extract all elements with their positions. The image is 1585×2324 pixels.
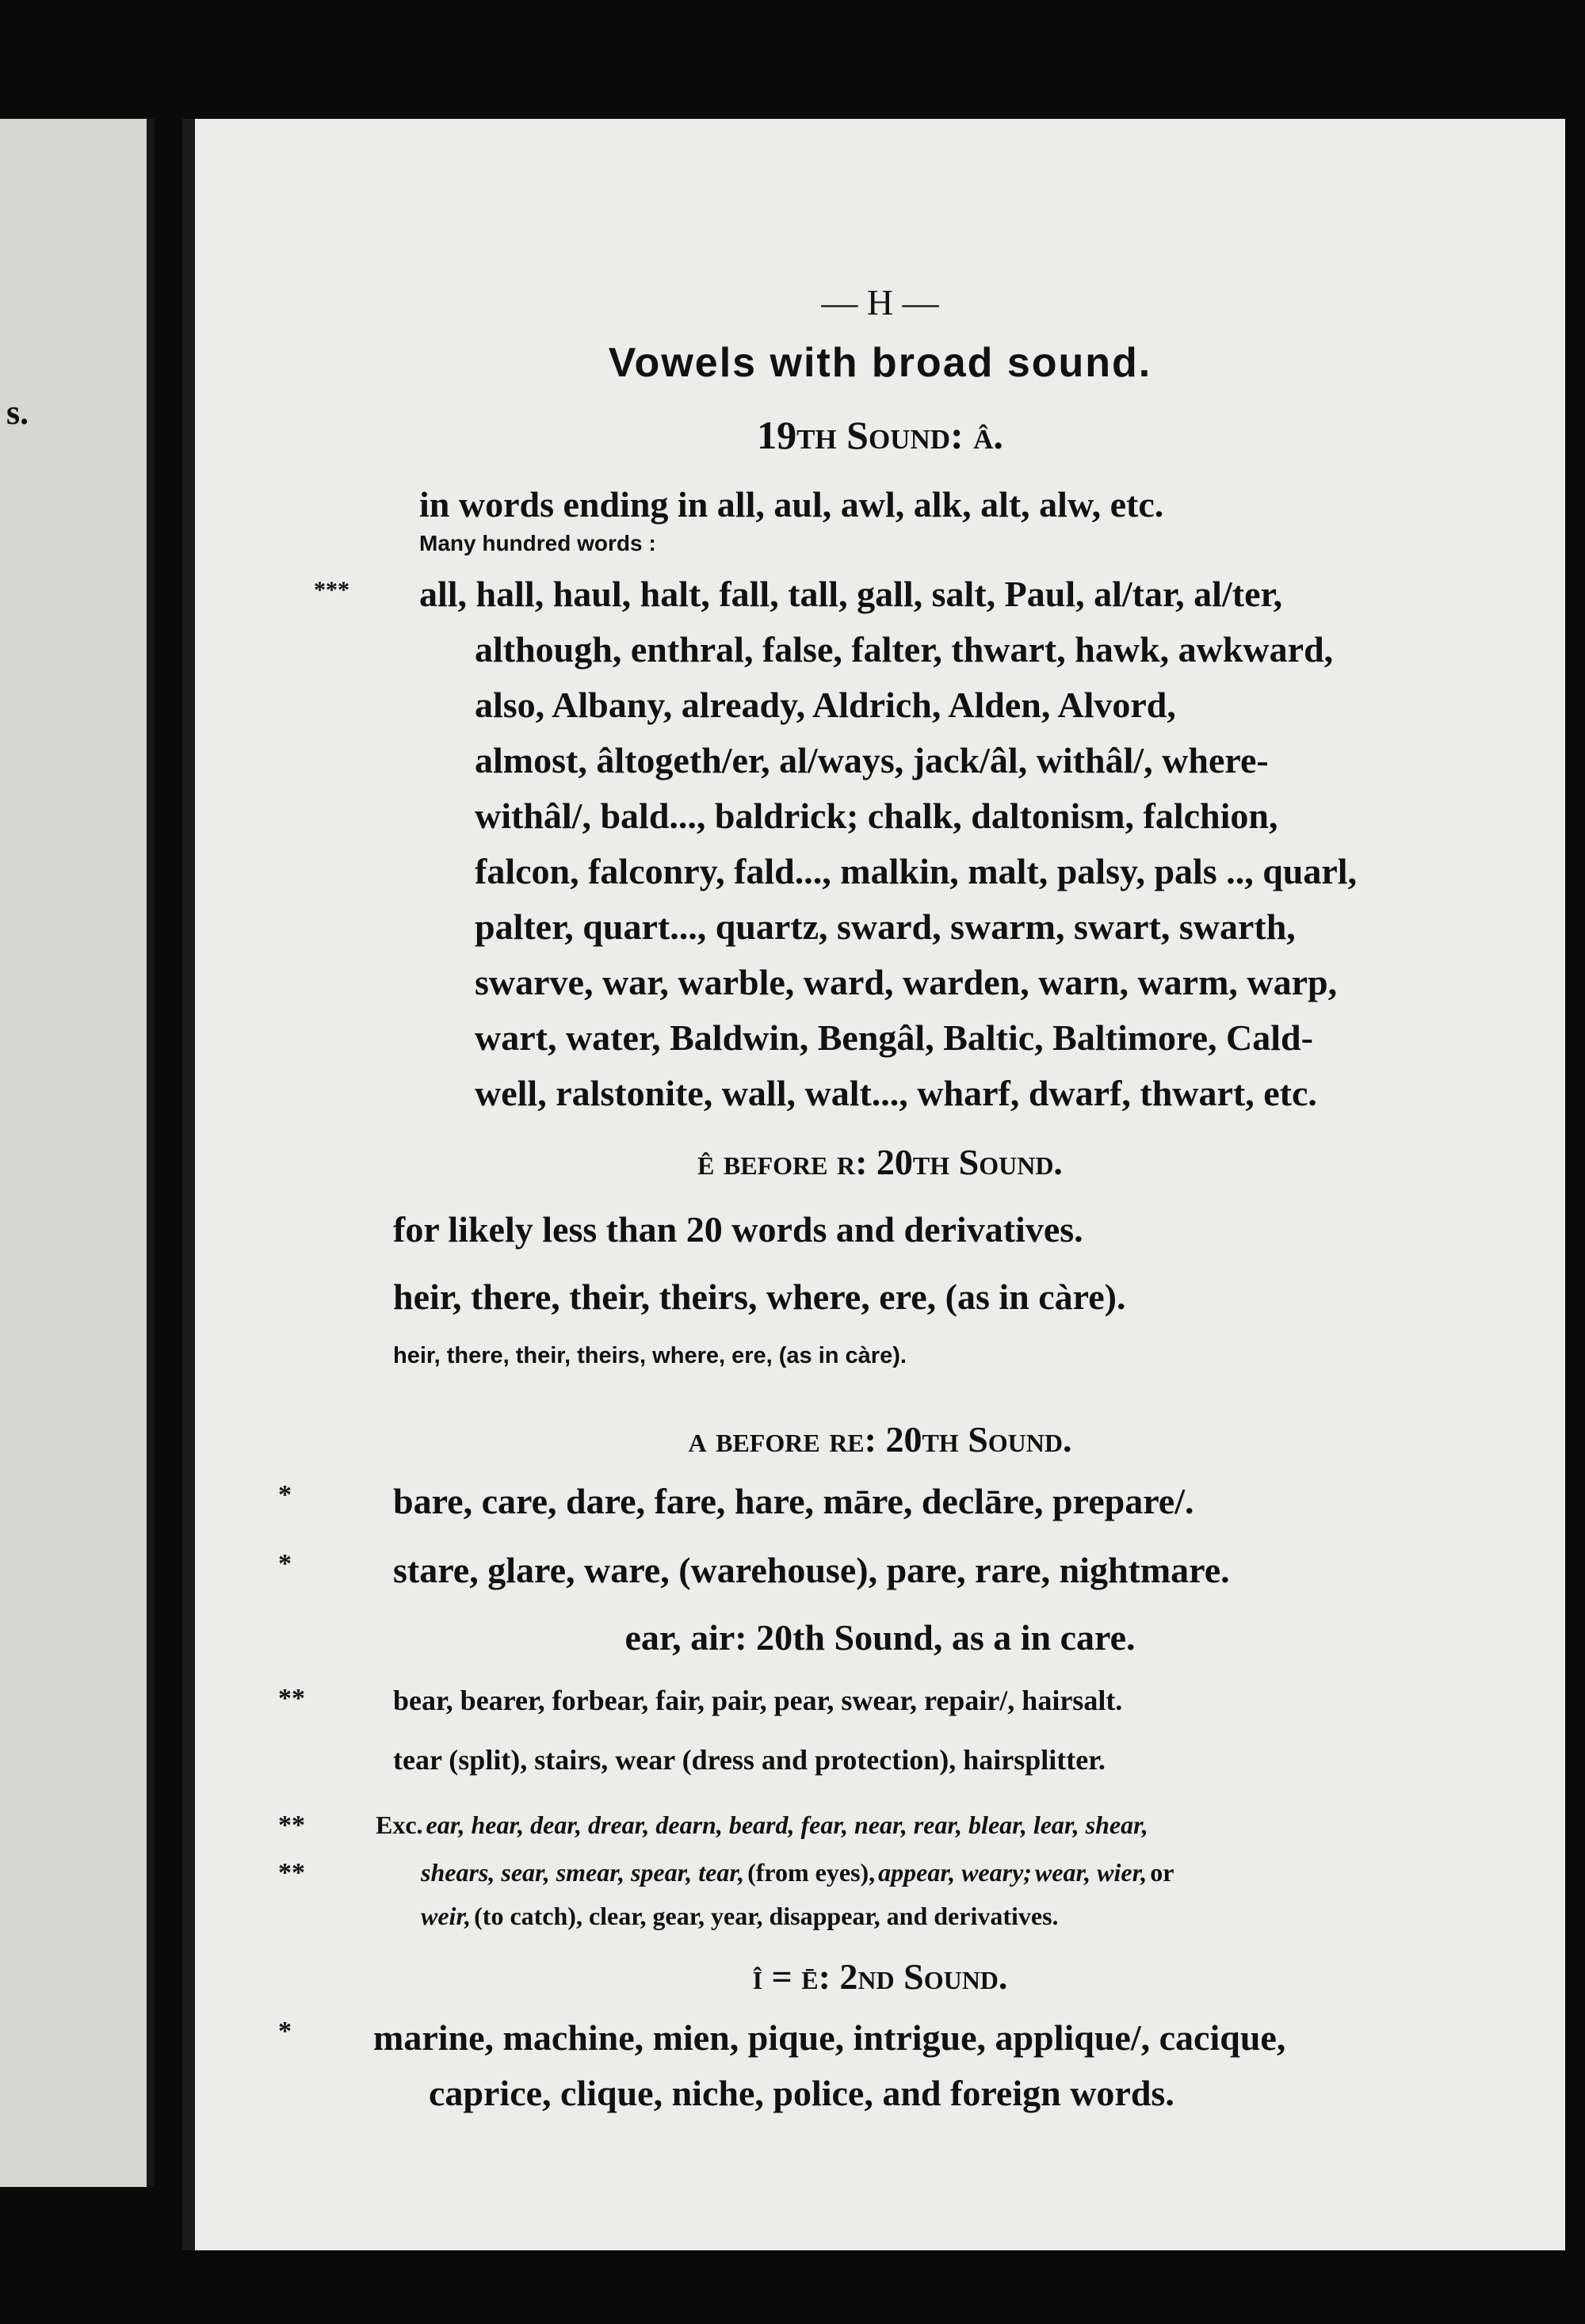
section-heading-a-before-re: a before re: 20th Sound. (688, 1419, 1072, 1460)
word-row (278, 1480, 1194, 1522)
word-line: withâl/, bald..., baldrick; chalk, daltonism, falchion, (475, 796, 1278, 836)
word-row (278, 1549, 1230, 1591)
marker-star: * (278, 2017, 292, 2046)
word-line: tear (split), stairs, wear (dress and protection), hairsplitter. (393, 1744, 1106, 1776)
word-row (278, 2017, 1286, 2059)
word-line: marine, machine, mien, pique, intrigue, applique/, cacique, (373, 2017, 1286, 2058)
word-row (278, 1684, 1123, 1717)
marker-stars: ** (278, 1811, 305, 1840)
word-line: stare, glare, ware, (warehouse), pare, rare, nightmare. (393, 1550, 1230, 1590)
section-intro: in words ending in all, aul, awl, alk, alt, alw, etc. (419, 484, 1164, 525)
word-line: all, hall, haul, halt, fall, tall, gall, salt, Paul, al/tar, al/ter, (419, 574, 1283, 614)
exception-words: weir, (421, 1902, 472, 1930)
section-heading-i-equals-e: î = ē: 2nd Sound. (752, 1956, 1008, 1997)
marker-stars: *** (314, 577, 349, 603)
page-mark: — H — (821, 282, 939, 322)
word-line: although, enthral, false, falter, thwart, hawk, awkward, (475, 629, 1334, 670)
section-heading-e-before-r: ê before r: 20th Sound. (697, 1142, 1063, 1182)
book-page (182, 119, 1565, 2250)
exception-note: (to catch), clear, gear, year, disappear, and derivatives. (474, 1902, 1059, 1930)
section-heading-ear-air: ear, air: 20th Sound, as a in care. (624, 1617, 1136, 1658)
exception-label: Exc. (376, 1811, 423, 1839)
marker-stars: ** (278, 1684, 305, 1713)
page-title: Vowels with broad sound. (608, 340, 1152, 386)
word-line: bear, bearer, forbear, fair, pair, pear, swear, repair/, hairsalt. (393, 1685, 1123, 1716)
exception-row (278, 1858, 1174, 1887)
exception-words: appear, weary; (878, 1858, 1032, 1887)
word-line: well, ralstonite, wall, walt..., wharf, dwarf, thwart, etc. (475, 1073, 1317, 1113)
word-line: swarve, war, warble, ward, warden, warn, warm, warp, (475, 962, 1338, 1002)
word-line: palter, quart..., quartz, sward, swarm, swart, swarth, (475, 906, 1296, 947)
section-note: Many hundred words : (419, 531, 656, 555)
exception-words: ear, hear, dear, drear, dearn, beard, fear, near, rear, blear, lear, shear, (426, 1811, 1148, 1839)
word-line: falcon, falconry, fald..., malkin, malt, palsy, pals .., quarl, (475, 851, 1358, 891)
exception-row (421, 1902, 1059, 1931)
exception-words: wear, wier, (1034, 1858, 1148, 1887)
word-line-small: heir, there, their, theirs, where, ere, (as in càre). (393, 1343, 907, 1368)
left-page-mark: s. (6, 393, 29, 432)
page-gutter (147, 119, 155, 2187)
word-row (393, 1743, 1106, 1776)
exception-row (278, 1811, 1148, 1840)
exception-words: shears, sear, smear, spear, tear, (421, 1858, 745, 1887)
marker-star: * (278, 1549, 292, 1578)
exception-note: or (1150, 1858, 1174, 1887)
exception-note: (from eyes), (747, 1858, 876, 1887)
word-line: caprice, clique, niche, police, and foreign words. (429, 2073, 1174, 2113)
section-heading-19th-sound: 19th Sound: â. (757, 413, 1003, 457)
word-line: heir, there, their, theirs, where, ere, (as in càre). (393, 1276, 1126, 1317)
word-line: almost, âltogeth/er, al/ways, jack/âl, withâl/, where- (475, 740, 1269, 780)
word-line: bare, care, dare, fare, hare, māre, declāre, prepare/. (393, 1481, 1194, 1521)
word-line: wart, water, Baldwin, Bengâl, Baltic, Baltimore, Cald- (475, 1017, 1313, 1058)
left-page-edge (0, 119, 155, 2187)
marker-stars: ** (278, 1858, 305, 1887)
word-line: also, Albany, already, Aldrich, Alden, Alvord, (475, 685, 1176, 725)
section-intro: for likely less than 20 words and derivatives. (393, 1209, 1083, 1250)
marker-star: * (278, 1480, 292, 1509)
